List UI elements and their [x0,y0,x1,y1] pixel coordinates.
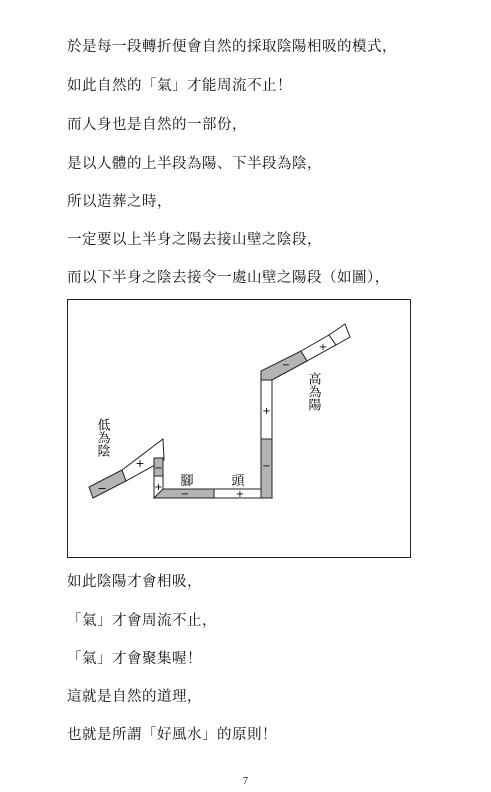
low-slope-shaded-segment [89,470,126,498]
paragraph-line-4: 是以人體的上半段為陽、下半段為陰， [67,156,322,172]
paragraph-line-5: 所以造葬之時， [67,194,172,210]
head-label: 頭 [231,474,245,489]
paragraph-line-9: 「氣」才會周流不止， [67,613,217,629]
low-slope-minus: − [97,482,107,495]
paragraph-line-10: 「氣」才會聚集喔！ [67,651,202,667]
high-wall-minus: − [262,461,271,472]
page-number: 7 [243,776,248,787]
low-slope-plus: + [135,457,145,470]
paragraph-line-3: 而人身也是自然的一部份， [67,117,247,133]
low-wall-plus: + [154,482,163,493]
paragraph-line-11: 這就是自然的道理， [67,689,202,705]
paragraph-line-6: 一定要以上半身之陽去接山壁之陰段， [67,232,322,248]
head-plus: + [235,489,245,500]
paragraph-line-2: 如此自然的「氣」才能周流不止！ [67,78,292,94]
paragraph-line-8: 如此陰陽才會相吸， [67,574,202,590]
burial-diagram [67,299,411,558]
foot-minus: − [180,489,190,500]
foot-label: 腳 [180,474,194,489]
paragraph-line-1: 於是每一段轉折便會自然的採取陰陽相吸的模式， [67,39,397,55]
low-yin-label: 低為陰 [94,418,110,457]
paragraph-line-12: 也就是所謂「好風水」的原則！ [67,727,277,743]
paragraph-line-7: 而以下半身之陰去接令一處山壁之陽段（如圖）， [67,270,390,286]
high-slope-minus: − [281,360,291,371]
high-yang-label: 高為陽 [305,372,321,411]
high-slope-plus: + [318,342,328,353]
high-wall-plus: + [262,406,271,417]
burial-diagram-svg [68,300,412,559]
low-wall-minus: − [154,463,163,474]
